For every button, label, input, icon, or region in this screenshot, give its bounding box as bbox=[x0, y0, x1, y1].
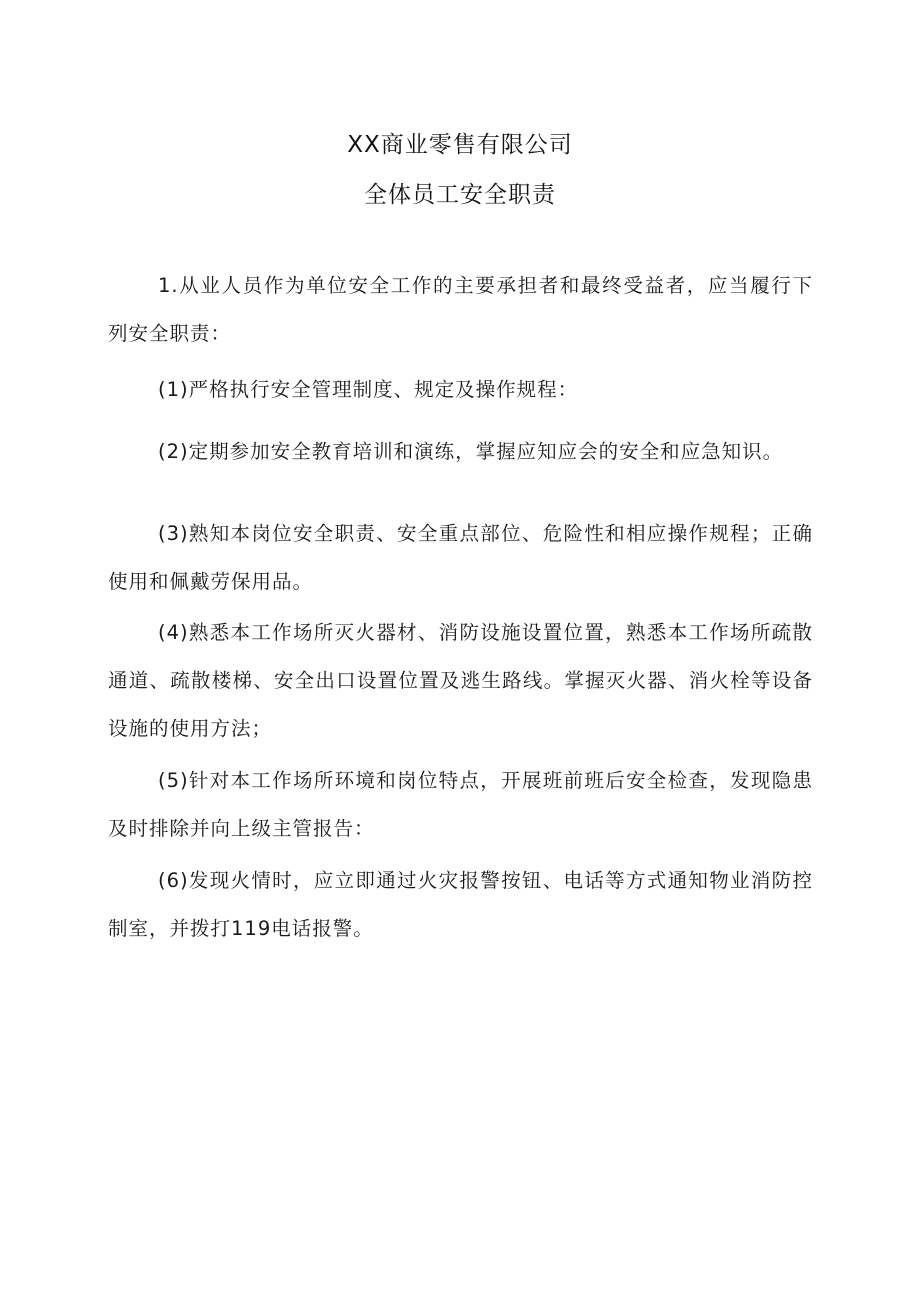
company-title: XX商业零售有限公司 bbox=[347, 132, 573, 158]
paragraph-item-3: (3)熟知本岗位安全职责、安全重点部位、危险性和相应操作规程；正确使用和佩戴劳保用品。 bbox=[108, 522, 813, 593]
paragraph-item-5: (5)针对本工作场所环境和岗位特点，开展班前班后安全检查，发现隐患及时排除并向上级主管报告： bbox=[108, 769, 813, 840]
document-title: 全体员工安全职责 bbox=[364, 182, 556, 208]
paragraph-item-4: (4)熟悉本工作场所灭火器材、消防设施设置位置，熟悉本工作场所疏散通道、疏散楼梯、安全出口设置位置及逃生路线。掌握灭火器、消火栓等设备设施的使用方法； bbox=[108, 621, 813, 740]
paragraph-item-2: (2)定期参加安全教育培训和演练，掌握应知应会的安全和应急知识。 bbox=[158, 440, 784, 463]
paragraph-item-1: (1)严格执行安全管理制度、规定及操作规程： bbox=[158, 378, 579, 401]
paragraph-intro: 1.从业人员作为单位安全工作的主要承担者和最终受益者，应当履行下列安全职责： bbox=[108, 274, 813, 345]
paragraph-item-6: (6)发现火情时，应立即通过火灾报警按钮、电话等方式通知物业消防控制室，并拨打119电话报警。 bbox=[108, 869, 813, 940]
